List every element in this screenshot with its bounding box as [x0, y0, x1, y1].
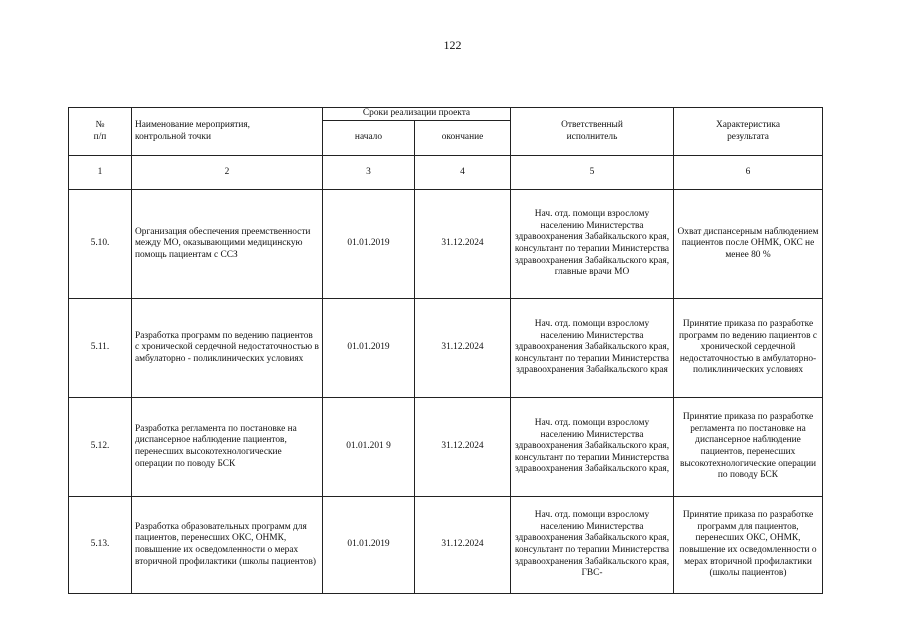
result: Принятие приказа по разработке программ по ведению пациентов с хронической сердечной недостаточностью в амбулаторно-поликлинических условиях: [674, 299, 823, 398]
activity-name: Организация обеспечения преемственности между МО, оказывающими медицинскую помощь пациентам с ССЗ: [132, 190, 323, 299]
activity-name: Разработка образовательных программ для пациентов, перенесших ОКС, ОНМК, повышение их осведомленности о мерах вторичной профилактики (школы пациентов): [132, 497, 323, 594]
table-row: [69, 299, 823, 398]
end-date: 31.12.2024: [415, 398, 511, 497]
column-number: 4: [415, 156, 511, 190]
end-date: 31.12.2024: [415, 497, 511, 594]
activities-table: [68, 107, 823, 594]
column-number: 3: [323, 156, 415, 190]
header-name: Наименование мероприятия, контрольной точки: [132, 108, 323, 156]
column-number: 2: [132, 156, 323, 190]
start-date: 01.01.201 9: [323, 398, 415, 497]
start-date: 01.01.2019: [323, 497, 415, 594]
header-result: Характеристика результата: [674, 108, 823, 156]
start-date: 01.01.2019: [323, 299, 415, 398]
header-period: Сроки реализации проекта: [323, 108, 511, 121]
column-number: 5: [511, 156, 674, 190]
end-date: 31.12.2024: [415, 299, 511, 398]
header-row: [69, 108, 823, 121]
end-date: 31.12.2024: [415, 190, 511, 299]
header-executor: Ответственный исполнитель: [511, 108, 674, 156]
result: Охват диспансерным наблюдением пациентов после ОНМК, ОКС не менее 80 %: [674, 190, 823, 299]
table-row: [69, 190, 823, 299]
column-number: 6: [674, 156, 823, 190]
executor: Нач. отд. помощи взрослому населению Министерства здравоохранения Забайкальского края, консультант по терапии Министерства здравоохранения Забайкальского края: [511, 299, 674, 398]
executor: Нач. отд. помощи взрослому населению Министерства здравоохранения Забайкальского края, консультант по терапии Министерства здравоохранения Забайкальского края, ГВС-: [511, 497, 674, 594]
row-number: 5.10.: [69, 190, 132, 299]
result: Принятие приказа по разработке регламента по постановке на диспансерное наблюдение пациентов, перенесших высокотехнологические операции по поводу БСК: [674, 398, 823, 497]
column-numbers-row: [69, 156, 823, 190]
header-start: начало: [323, 121, 415, 156]
start-date: 01.01.2019: [323, 190, 415, 299]
activity-name: Разработка программ по ведению пациентов с хронической сердечной недостаточностью в амбулаторно - поликлинических условиях: [132, 299, 323, 398]
row-number: 5.13.: [69, 497, 132, 594]
activity-name: Разработка регламента по постановке на диспансерное наблюдение пациентов, перенесших высокотехнологические операции по поводу БСК: [132, 398, 323, 497]
column-number: 1: [69, 156, 132, 190]
table-row: [69, 497, 823, 594]
row-number: 5.12.: [69, 398, 132, 497]
header-end: окончание: [415, 121, 511, 156]
result: Принятие приказа по разработке программ для пациентов, перенесших ОКС, ОНМК, повышение их осведомленности о мерах вторичной профилактики (школы пациентов): [674, 497, 823, 594]
executor: Нач. отд. помощи взрослому населению Министерства здравоохранения Забайкальского края, консультант по терапии Министерства здравоохранения Забайкальского края,: [511, 398, 674, 497]
table-row: [69, 398, 823, 497]
header-num: № п/п: [69, 108, 132, 156]
page-number: 122: [443, 38, 462, 52]
executor: Нач. отд. помощи взрослому населению Министерства здравоохранения Забайкальского края, консультант по терапии Министерства здравоохранения Забайкальского края, главные врачи МО: [511, 190, 674, 299]
row-number: 5.11.: [69, 299, 132, 398]
